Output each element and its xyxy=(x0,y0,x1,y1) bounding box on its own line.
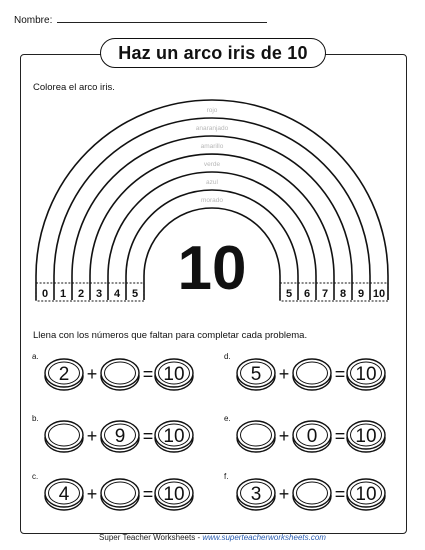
equals-sign: = xyxy=(334,426,346,446)
problem-letter: a. xyxy=(32,352,39,361)
right-number-2: 7 xyxy=(321,288,329,300)
coin-value: 10 xyxy=(163,484,185,505)
equals-sign: = xyxy=(142,426,154,446)
coin-value: 4 xyxy=(58,484,70,505)
rainbow-instruction: Colorea el arco iris. xyxy=(33,82,115,93)
coin-face xyxy=(45,421,83,449)
problem-result-coin[interactable] xyxy=(347,359,385,390)
right-number-5: 10 xyxy=(372,288,386,300)
band-label-2: amarillo xyxy=(200,143,224,150)
problem-first-coin[interactable] xyxy=(237,421,275,452)
coin-value: 10 xyxy=(355,364,377,385)
left-number-1: 1 xyxy=(59,288,67,300)
problem-second-coin[interactable] xyxy=(293,421,331,452)
problem-first-coin[interactable] xyxy=(45,421,83,452)
problem-result-coin[interactable] xyxy=(155,479,193,510)
footer xyxy=(0,533,425,542)
left-number-2: 2 xyxy=(77,288,85,300)
coin-value: 5 xyxy=(250,364,262,385)
left-number-5: 5 xyxy=(131,288,139,300)
problem-result-coin[interactable] xyxy=(155,359,193,390)
coin-value: 10 xyxy=(355,484,377,505)
band-label-0: rojo xyxy=(206,107,218,114)
plus-sign: + xyxy=(278,484,290,504)
problem-letter: d. xyxy=(224,352,231,361)
plus-sign: + xyxy=(278,426,290,446)
equals-sign: = xyxy=(142,364,154,384)
problem-letter: f. xyxy=(224,472,229,481)
left-number-3: 3 xyxy=(95,288,103,300)
left-number-0: 0 xyxy=(41,288,49,300)
problem-letter: b. xyxy=(32,414,39,423)
right-number-3: 8 xyxy=(339,288,347,300)
problem-letter: c. xyxy=(32,472,39,481)
worksheet-title: Haz un arco iris de 10 xyxy=(100,38,326,68)
right-number-0: 5 xyxy=(285,288,293,300)
right-number-1: 6 xyxy=(303,288,311,300)
band-label-4: azul xyxy=(206,179,218,186)
problem-second-coin[interactable] xyxy=(293,479,331,510)
problem-result-coin[interactable] xyxy=(155,421,193,452)
plus-sign: + xyxy=(278,364,290,384)
band-label-1: anaranjado xyxy=(195,125,229,132)
problem-second-coin[interactable] xyxy=(101,359,139,390)
band-label-3: verde xyxy=(203,161,221,168)
problem-second-coin[interactable] xyxy=(101,479,139,510)
problem-result-coin[interactable] xyxy=(347,479,385,510)
band-label-5: morado xyxy=(200,197,224,204)
problem-first-coin[interactable] xyxy=(45,359,83,390)
problem-second-coin[interactable] xyxy=(101,421,139,452)
problem-first-coin[interactable] xyxy=(237,479,275,510)
footer-url[interactable]: www.superteacherworksheets.com xyxy=(202,533,326,542)
plus-sign: + xyxy=(86,484,98,504)
equals-sign: = xyxy=(334,364,346,384)
coin-value: 2 xyxy=(58,364,70,385)
left-number-4: 4 xyxy=(113,288,121,300)
coin-value: 0 xyxy=(306,426,318,447)
footer-separator: - xyxy=(195,533,203,542)
footer-brand: Super Teacher Worksheets xyxy=(99,533,196,542)
plus-sign: + xyxy=(86,426,98,446)
coin-face xyxy=(237,421,275,449)
coin-value: 10 xyxy=(163,364,185,385)
equals-sign: = xyxy=(142,484,154,504)
problem-result-coin[interactable] xyxy=(347,421,385,452)
coin-value: 9 xyxy=(114,426,126,447)
center-number: 10 xyxy=(177,234,247,303)
coin-face xyxy=(101,479,139,507)
coin-value: 10 xyxy=(355,426,377,447)
coin-face xyxy=(293,359,331,387)
plus-sign: + xyxy=(86,364,98,384)
name-label: Nombre: xyxy=(14,15,53,26)
problems-instruction: Llena con los números que faltan para completar cada problema. xyxy=(33,330,308,341)
equals-sign: = xyxy=(334,484,346,504)
coin-face xyxy=(101,359,139,387)
right-number-4: 9 xyxy=(357,288,365,300)
coin-value: 3 xyxy=(250,484,262,505)
problem-second-coin[interactable] xyxy=(293,359,331,390)
coin-face xyxy=(293,479,331,507)
problem-letter: e. xyxy=(224,414,231,423)
coin-value: 10 xyxy=(163,426,185,447)
problem-first-coin[interactable] xyxy=(45,479,83,510)
problem-first-coin[interactable] xyxy=(237,359,275,390)
